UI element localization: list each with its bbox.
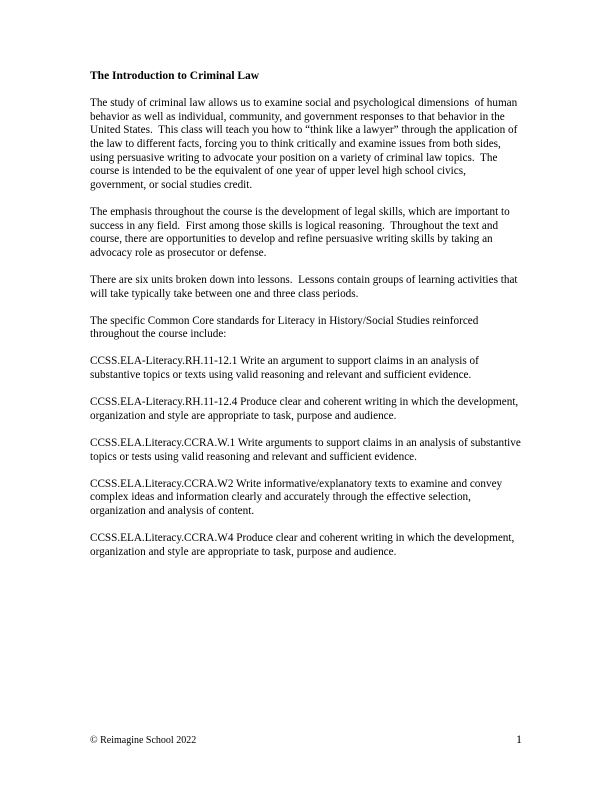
page-number: 1 xyxy=(516,732,522,746)
paragraph-standard-ccra-w4: CCSS.ELA.Literacy.CCRA.W4 Produce clear and coherent writing in which the development, organization and style are appropriate to task, purpose and audience. xyxy=(90,532,518,558)
paragraph-units: There are six units broken down into lessons. Lessons contain groups of learning activities that will take typically take between one and three class periods. xyxy=(90,273,521,300)
paragraph-emphasis: The emphasis throughout the course is the development of legal skills, which are important to success in any field. First among those skills is logical reasoning. Throughout the text and course, there are opportunities to develop and refine persuasive writing skills by taking an advocacy role as prosecutor or defense. xyxy=(90,205,513,259)
paragraph-intro: The study of criminal law allows us to examine social and psychological dimensions of human behavior as well as individual, community, and government responses to that behavior in the United States. This class will teach you how to “think like a lawyer” through the application of the law to different facts, forcing you to think critically and examine issues from both sides, using persuasive writing to advocate your position on a variety of criminal law topics. The course is intended to be the equivalent of one year of upper level high school civics, government, or social studies credit. xyxy=(90,97,521,191)
paragraph-standard-rh-11-12-4: CCSS.ELA-Literacy.RH.11-12.4 Produce clear and coherent writing in which the development, organization and style are appropriate to task, purpose and audience. xyxy=(90,396,522,422)
document-title: The Introduction to Criminal Law xyxy=(90,70,260,82)
paragraph-standard-ccra-w1: CCSS.ELA.Literacy.CCRA.W.1 Write arguments to support claims in an analysis of substantive topics or tests using valid reasoning and relevant and sufficient evidence. xyxy=(90,437,524,463)
document-body xyxy=(90,70,522,573)
copyright-notice: © Reimagine School 2022 xyxy=(90,735,197,746)
page-footer xyxy=(90,733,522,747)
paragraph-standard-rh-11-12-1: CCSS.ELA-Literacy.RH.11-12.1 Write an argument to support claims in an analysis of substantive topics or texts using valid reasoning and relevant and sufficient evidence. xyxy=(90,355,482,382)
paragraph-standard-ccra-w2: CCSS.ELA.Literacy.CCRA.W2 Write informative/explanatory texts to examine and convey complex ideas and information clearly and accurately through the effective selection, organization and analysis of content. xyxy=(90,477,505,517)
paragraph-standards-lead-in: The specific Common Core standards for Literacy in History/Social Studies reinforced throughout the course include: xyxy=(90,314,482,341)
